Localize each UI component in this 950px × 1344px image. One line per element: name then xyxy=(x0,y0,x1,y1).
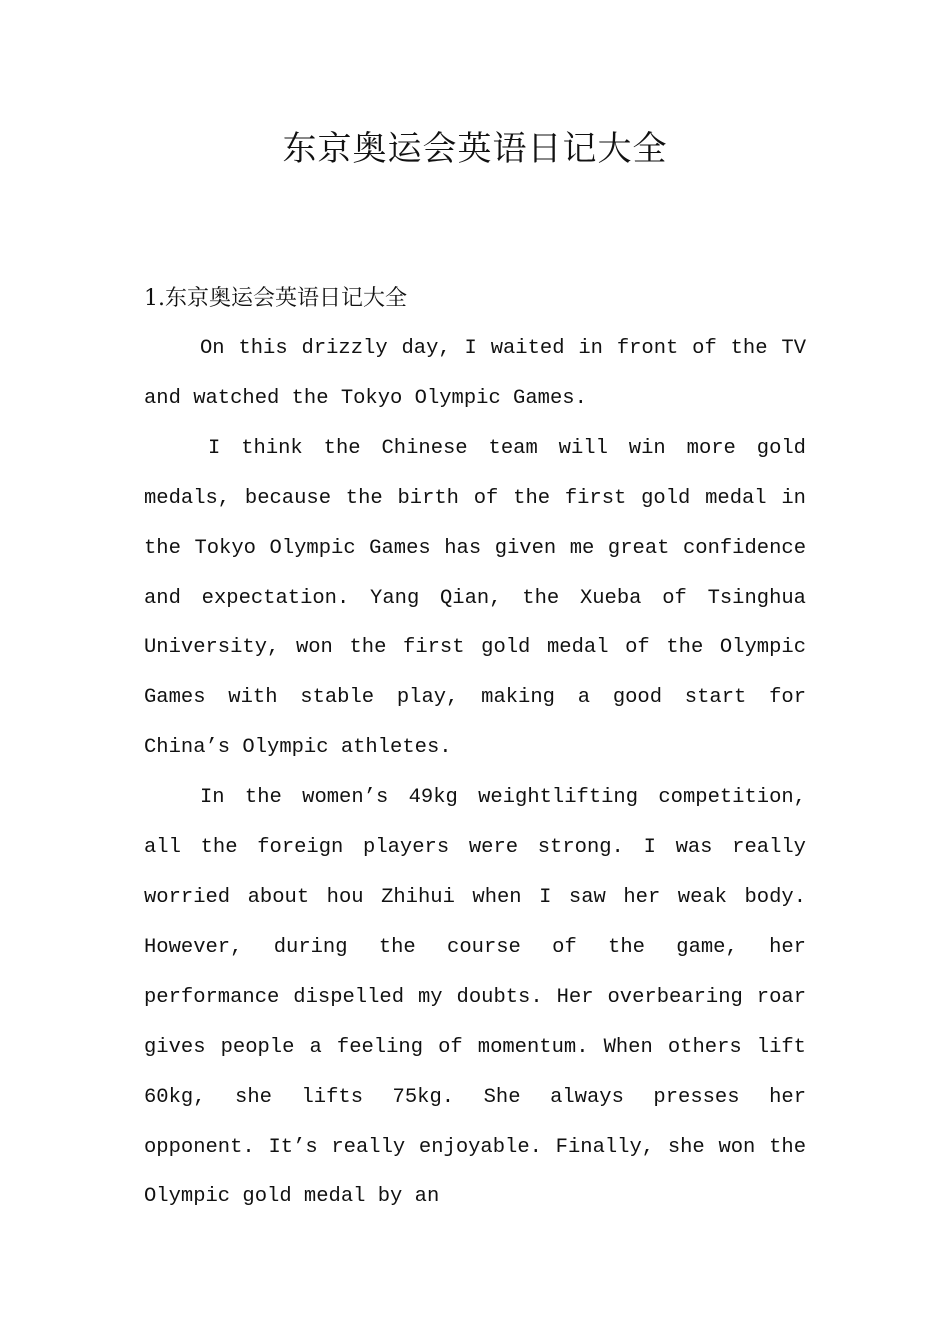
paragraph-3: In the women’s 49kg weightlifting competition, all the foreign players were strong. I was really worried about hou Zhihui when I saw her weak body. However, during the course of the game, her performance dispelled my doubts. Her overbearing roar gives people a feeling of momentum. When others lift 60kg, she lifts 75kg. She always presses her opponent. It’s really enjoyable. Finally, she won the Olympic gold medal by an xyxy=(144,786,806,1209)
document-title: 东京奥运会英语日记大全 xyxy=(282,129,668,169)
document-body xyxy=(144,324,806,1222)
paragraph-2: I think the Chinese team will win more gold medals, because the birth of the first gold medal in the Tokyo Olympic Games has given me great confidence and expectation. Yang Qian, the Xueba of Tsinghua University, won the first gold medal of the Olympic Games with stable play, making a good start for China’s Olympic athletes. xyxy=(144,436,806,760)
section-heading: 1.东京奥运会英语日记大全 xyxy=(144,286,407,311)
paragraph-1: On this drizzly day, I waited in front of the TV and watched the Tokyo Olympic Games. xyxy=(144,337,806,410)
